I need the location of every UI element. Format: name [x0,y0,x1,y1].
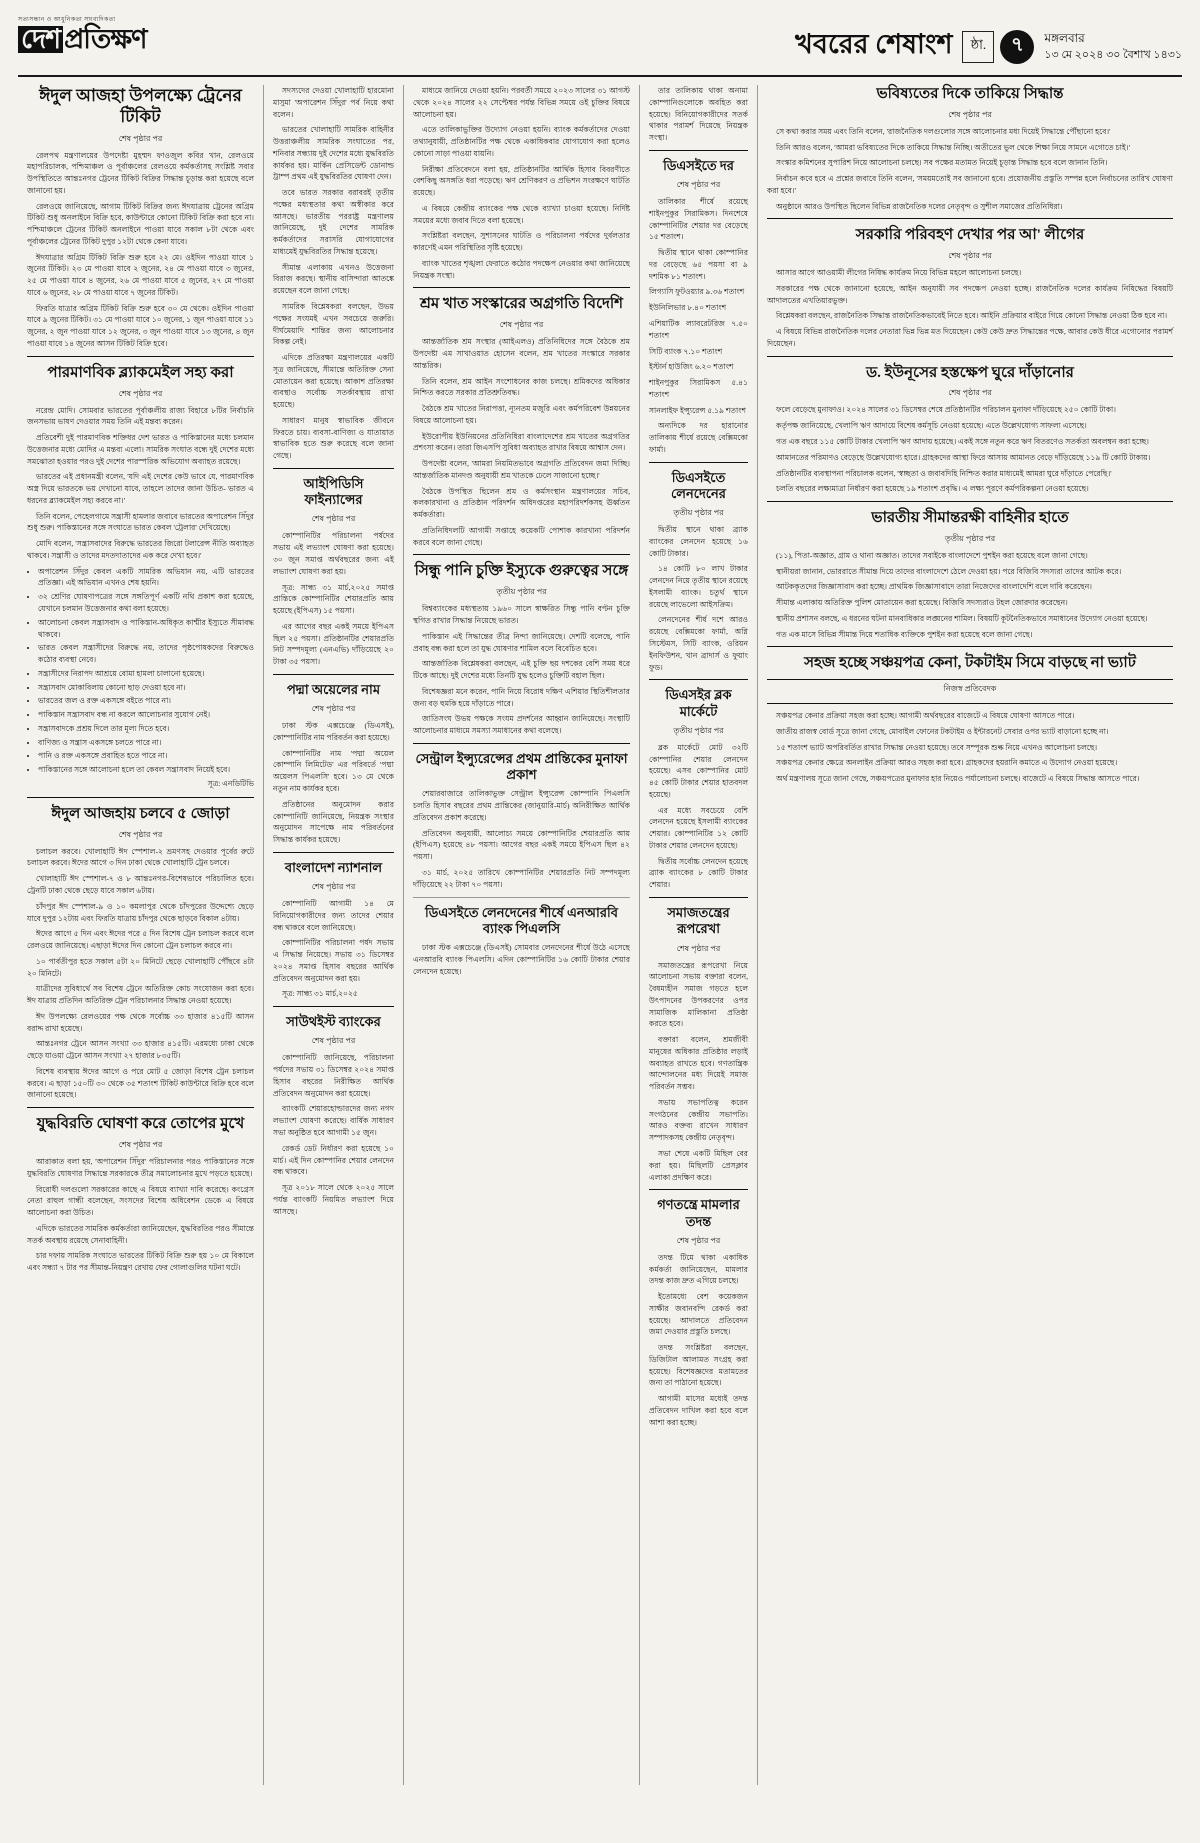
paragraph: সূত্র: সান্ধ্য ৩১ মার্চ,২০২৫ সমাপ্ত প্রান্তিকে কোম্পানিটির শেয়ারপ্রতি আয় হয়েছে (ইপিএস) ১৫ পয়সা। [273,582,394,616]
logo-tagline: সত্যসন্ধান ও আধুনিকতা সাংবাদিকতা [18,17,116,23]
divider [649,897,748,898]
paragraph: ব্যাংক খাতের শৃঙ্খলা ফেরাতে কঠোর পদক্ষেপ নেওয়ার কথা জানিয়েছে নিয়ন্ত্রক সংস্থা। [413,258,630,280]
divider [413,554,630,555]
paragraph: এ বিষয়ে কেন্দ্রীয় ব্যাংকের পক্ষ থেকে ব্যাখ্যা চাওয়া হয়েছে। নির্দিষ্ট সময়ের মধ্যে জবাব দিতে বলা হয়েছে। [413,203,630,225]
paragraph: বক্তারা বলেন, শ্রমজীবী মানুষের অধিকার প্রতিষ্ঠার লড়াই অব্যাহত রাখতে হবে। গণতান্ত্রিক আন্দোলনের মধ্য দিয়েই সমাজ পরিবর্তন সম্ভব। [649,1035,748,1092]
paragraph: কর্তৃপক্ষ জানিয়েছে, খেলাপি ঋণ আদায়ে বিশেষ কর্মসূচি নেওয়া হয়েছে। এতে উল্লেখযোগ্য সাফল্য এসেছে। [776,421,1087,431]
paragraph: অন্যদিকে দর হারানোর তালিকায় শীর্ষে রয়েছে বেক্সিমকো ফার্মা। [649,421,748,454]
paragraph: ফিরতি যাত্রার অগ্রিম টিকিট বিক্রি শুরু হবে ৩০ মে থেকে। ওইদিন পাওয়া যাবে ৯ জুনের টিকিট। ৩১ মে পাওয়া যাবে ১০ জুনের, ১ জুন পাওয়া যাবে ১১ জুনের, ২ জুন পাওয়া যাবে ১২ জুনের, ৩ জুন পাওয়া যাবে ১৩ জুনের, ৪ জুন পাওয়া যাবে ১৪ জুনের আসন টিকিট বিক্রি হবে। [27,303,254,348]
paragraph: আন্তঃনগর ট্রেনে আসন সংখ্যা ৩৩ হাজার ৪১৫টি। এরমধ্যে ঢাকা থেকে ছেড়ে যাওয়া ট্রেনে আসন সংখ্যা ২৭ হাজার ৮৩৫টি। [27,1039,254,1061]
headline: ডিএসইতে দর [663,157,734,173]
paragraph: ঢাকা স্টক এক্সচেঞ্জে (ডিএসই) সোমবার লেনদেনের শীর্ষে উঠে এসেছে এনআরবি ব্যাংক পিএলসি। এদিন কোম্পানিটির ১৬ কোটি টাকার শেয়ার লেনদেন হয়েছে। [413,943,630,976]
page-number: ৭ [1000,30,1034,64]
article-nuclear-blackmail [27,364,254,791]
paragraph: ভারতের এই প্রধানমন্ত্রী বলেন, 'যদি এই দেশের কেউ ভাবে যে, পারমাণবিক অস্ত্র দিয়ে ভারতকে ভয় দেখানো যাবে, তাহলে তাদের জানা উচিত- ভারত এ ধরনের ব্ল্যাকমেইল সহ্য করবে না।' [27,472,254,505]
paragraph: (১১), পিতা-অজ্ঞাত, গ্রাম ও থানা অজ্ঞাত। তাদের সবাইকে বাংলাদেশে পুশইন করা হয়েছে বলে জানা গেছে। [776,550,1088,560]
logo-text [18,26,248,53]
article-ipdc-finance [273,476,394,668]
headline: সমাজতন্ত্রের রূপরেখা [667,905,730,937]
list-item: • সন্ত্রাসবাদ মোকাবিলায় কোনো ছাড় দেওয়া হবে না। [38,682,254,694]
paragraph: এ বিষয়ে বিভিন্ন রাজনৈতিক দলের নেতারা ভিন্ন ভিন্ন মত দিয়েছেন। কেউ কেউ দ্রুত সিদ্ধান্তের পক্ষে, আবার কেউ ধীরে এগোনোর পরামর্শ দিয়েছেন। [767,327,1173,348]
paragraph: পাকিস্তান এই সিদ্ধান্তের তীব্র নিন্দা জানিয়েছে। দেশটি বলেছে, পানি প্রবাহ বন্ধ করা হলে তা যুদ্ধ ঘোষণার শামিল বলে বিবেচিত হবে। [413,631,630,653]
divider [767,646,1173,647]
headline: ভবিষ্যতের দিকে তাকিয়ে সিদ্ধান্ত [876,86,1064,102]
paragraph: ব্লক মার্কেটে মোট ৩২টি কোম্পানির শেয়ার লেনদেন হয়েছে। এসব কোম্পানির মোট ৪৫ কোটি টাকার শেয়ার হাতবদল হয়েছে। [649,742,748,799]
paragraph: আটককৃতদের জিজ্ঞাসাবাদ করা হচ্ছে। প্রাথমিক জিজ্ঞাসাবাদে তারা নিজেদের বাংলাদেশি বলে দাবি করেছেন। [776,582,1093,592]
paragraph: গত এক মাসে বিভিন্ন সীমান্ত দিয়ে শতাধিক ব্যক্তিকে পুশইন করা হয়েছে বলে জানা গেছে। [776,629,1033,639]
divider [767,218,1173,219]
list-item: ইউনিলিভার ৮.৪০ শতাংশ [649,303,727,313]
continuation-note: শেষ পৃষ্ঠার পর [676,943,721,953]
paragraph: চার দফায় সামরিক সংঘাতে ভারতের টিকিট বিক্রি শুরু হয় ১০ মে বিকালে এবং সন্ধ্যা ৭ টার পর সীমান্ত-নিয়ন্ত্রণ রেখায় ফের গোলাগুলির ঘটনা ঘটে। [27,1251,254,1273]
paragraph: সদস্যদের দেওয়া খোলাহাটি হারমোনা মাসুমা 'অপারেশন সিঁদুর' পর্ব নিয়ে কথা বলেন। [273,86,394,119]
page-square-label: ষ্ঠা. [962,31,994,63]
divider [649,1189,748,1190]
paragraph: প্রতিষ্ঠানটির ব্যবস্থাপনা পরিচালক বলেন, 'স্বচ্ছতা ও জবাবদিহি নিশ্চিত করার মাধ্যমেই আমরা ঘুরে দাঁড়াতে পেরেছি।' [776,468,1112,478]
paragraph: উপদেষ্টা বলেন, 'আমরা নিয়মিতভাবে অগ্রগতি প্রতিবেদন জমা দিচ্ছি। আন্তর্জাতিক মানদণ্ড অনুযায়ী শ্রম খাতকে ঢেলে সাজানো হচ্ছে।' [413,459,630,480]
paragraph: প্রতিষ্ঠানের অনুমোদন করার কোম্পানিটি জানিয়েছে, নিয়ন্ত্রক সংস্থার অনুমোদন সাপেক্ষে নাম পরিবর্তনের সিদ্ধান্ত কার্যকর হয়েছে। [273,799,394,845]
masthead-right [795,14,1182,69]
article-socialism-outline [649,905,748,1183]
article-dse-block-market [649,687,748,891]
logo-text-secondary: প্রতিক্ষণ [64,24,147,54]
paragraph: বিরোধী দলগুলো সরকারের কাছে এ বিষয়ে ব্যাখ্যা দাবি করেছে। কংগ্রেস নেতা রাহুল গান্ধী বলেছেন, সংসদের বিশেষ অধিবেশন ডেকে এ বিষয়ে আলোচনা করা উচিত। [27,1184,254,1218]
list-item: • ভারত কেবল সন্ত্রাসীদের বিরুদ্ধে নয়, তাদের পৃষ্ঠপোষকদের বিরুদ্ধেও কঠোর ব্যবস্থা নেবে। [38,642,254,666]
list-item: সানলাইফ ইন্স্যুরেন্স ৫.১৯ শতাংশ [649,405,746,415]
divider [273,468,394,469]
paragraph: দ্বিতীয় স্থানে থাকা কোম্পানির দর বেড়েছে ৬৫ পয়সা বা ৯ দশমিক ৮১ শতাংশ। [649,248,748,281]
continuation-note: তৃতীয় পৃষ্ঠার পর [496,587,547,597]
headline: ড. ইউনূসের হস্তক্ষেপ ঘুরে দাঁড়ানোর [866,364,1074,381]
headline: ঈদুল আজহায় চলবে ৫ জোড়া [51,805,230,822]
continuation-note: তৃতীয় পৃষ্ঠার পর [673,508,724,518]
article-future-decision [767,85,1173,212]
list-item: • বাণিজ্য ও সন্ত্রাস একসঙ্গে চলতে পারে না। [38,737,254,749]
article-col2-continuation [273,85,394,462]
paragraph: শেয়ারবাজারে তালিকাভুক্ত সেন্ট্রাল ইন্স্যুরেন্স কোম্পানি পিএলসি চলতি হিসাব বছরের প্রথম প্রান্তিকের (জানুয়ারি-মার্চ) অনিরীক্ষিত আর্থিক প্রতিবেদন প্রকাশ করেছে। [413,789,630,822]
list-item: • ভারতের জল ও রক্ত একসঙ্গে বইতে পারে না। [38,695,254,707]
divider [413,897,630,898]
list-item: • সন্ত্রাসীদের নিরাপদ আশ্রয়ে বোমা হামলা চালানো হয়েছে। [38,668,254,680]
article-eid-special-trains [27,805,254,1101]
paragraph: ব্যাংকটি শেয়ারহোল্ডারদের জন্য নগদ লভ্যাংশ ঘোষণা করেছে। বার্ষিক সাধারণ সভা অনুষ্ঠিত হবে আগামী ১৫ জুন। [273,1104,394,1138]
list-item: লিগ্যাসি ফুটওয়্যার ৯.৩৬ শতাংশ [649,287,745,297]
continuation-note: তৃতীয় পৃষ্ঠার পর [944,533,996,543]
paragraph: ভারতের খোলাহাটি সামরিক বাহিনীর উত্তরাঞ্চলীয় সামরিক সংঘাতের পর, শনিবার সন্ধ্যায় দুই দেশের মধ্যে যুদ্ধবিরতি কার্যকর হয়। মার্কিন প্রেসিডেন্ট ডোনাল্ড ট্রাম্প প্রথম এই যুদ্ধবিরতির ঘোষণা দেন। [273,125,394,182]
divider [273,852,394,853]
continuation-note: শেষ পৃষ্ঠার পর [676,1235,721,1245]
continuation-note: শেষ পৃষ্ঠার পর [948,251,992,261]
article-nrb-bank-top-trade [413,905,630,978]
list-item: • অপারেশন সিঁদুর কেবল একটি সামরিক অভিযান নয়, এটি ভারতের প্রতিজ্ঞা। এই অভিযান এখনও শেষ হয়নি। [38,566,254,590]
headline: আইপিডিসি ফাইন্যান্সের [303,475,364,508]
continuation-note: শেষ পৃষ্ঠার পর [311,514,356,524]
paragraph: চলতি বছরের লক্ষ্যমাত্রা নির্ধারণ করা হয়েছে ১৯ শতাংশ প্রবৃদ্ধি। এ লক্ষ্য পূরণে কর্মপরিকল্পনা নেওয়া হয়েছে। [776,484,1089,494]
column-1 [18,85,264,1785]
paragraph: এর মধ্যে সবচেয়ে বেশি লেনদেন হয়েছে ইসলামী ব্যাংকের শেয়ার। কোম্পানিটির ১২ কোটি টাকার শেয়ার লেনদেন হয়েছে। [649,805,748,850]
paragraph: নরেন্দ্র মোদি। সোমবার ভারতের পূর্বাঞ্চলীয় রাজ্য বিহারে ৮টির নির্বাচনি জনসভায় ভাষণ দেওয়ার সময় তিনি এই মন্তব্য করেন। [27,405,254,427]
bullet-list [27,566,254,776]
paragraph: ১৪ কোটি ৮০ লাখ টাকার লেনদেন নিয়ে তৃতীয় স্থানে রয়েছে ইসলামী ব্যাংক। চতুর্থ স্থানে রয়েছে লাভেলো আইসক্রিম। [649,564,748,609]
list-item: এশিয়াটিক ল্যাবরেটরিজ ৭.৫০ শতাংশ [649,318,748,340]
paragraph: সংশ্লিষ্টরা বলছেন, সুশাসনের ঘাটতি ও পরিচালনা পর্ষদের দুর্বলতার কারণেই এমন পরিস্থিতির সৃষ্টি হয়েছে। [413,231,630,253]
list-item: • পানি ও রক্ত একসঙ্গে প্রবাহিত হতে পারে না। [38,750,254,762]
paragraph: ঈদযাত্রার অগ্রিম টিকিট বিক্রি শুরু হবে ২২ মে। ওইদিন পাওয়া যাবে ১ জুনের টিকিট। ২৩ মে পাওয়া যাবে ২ জুনের, ২৪ মে পাওয়া যাবে ৩ জুনের, ২৫ মে পাওয়া যাবে ৪ জুনের, ২৬ মে পাওয়া যাবে ৫ জুনের, ২৭ মে পাওয়া যাবে ৬ জুনের, ২৮ মে পাওয়া যাবে ৭ জুনের টিকিট। [27,252,254,297]
article-col4-continuation [649,85,748,144]
divider [27,1107,254,1108]
paragraph: সঞ্চয়পত্র কেনার ক্ষেত্রে অনলাইন প্রক্রিয়া আরও সহজ করা হবে। গ্রাহকদের হয়রানি কমাতে এ উদ্যোগ নেওয়া হয়েছে। [776,758,1118,768]
paragraph: দ্বিতীয় সর্বোচ্চ লেনদেন হয়েছে ব্র্যাক ব্যাংকের ৮ কোটি টাকার শেয়ার। [649,856,748,890]
paragraph: নিরীক্ষা প্রতিবেদনে বলা হয়, প্রতিষ্ঠানটির আর্থিক হিসাব বিবরণীতে বেশকিছু অসঙ্গতি ধরা পড়েছে। ঋণ শ্রেণিকরণ ও প্রভিশন সংরক্ষণে ঘাটতি রয়েছে। [413,164,630,198]
date-line: ১৩ মে ২০২৪ ৩০ বৈশাখ ১৪৩১ [1044,49,1182,62]
paragraph: বৈঠকে শ্রম খাতের নিরাপত্তা, ন্যূনতম মজুরি এবং কর্মপরিবেশ উন্নয়নের বিষয়ে আলোচনা হয়। [413,404,630,425]
paragraph: রেকর্ড ডেট নির্ধারণ করা হয়েছে ১০ মার্চ। এই দিন কোম্পানির শেয়ার লেনদেন বন্ধ থাকবে। [273,1143,394,1177]
paragraph: সামরিক বিশ্লেষকরা বলছেন, উভয় পক্ষের সংযমই এখন সবচেয়ে জরুরি। দীর্ঘমেয়াদি শান্তির জন্য আলোচনার বিকল্প নেই। [273,302,394,347]
list-item: • পাকিস্তানের সঙ্গে আলোচনা হলে তা কেবল সন্ত্রাসবাদ নিয়েই হবে। [38,764,254,776]
paragraph: কোম্পানিটি আগামী ১৪ মে বিনিয়োগকারীদের জন্য তাদের শেয়ার বন্ধ থাকবে বলে জানিয়েছে। [273,899,394,932]
article-bangladesh-national [273,860,394,1000]
section-title: খবরের শেষাংশ [795,29,953,59]
paragraph: সভা শেষে একটি মিছিল বের করা হয়। মিছিলটি প্রেসক্লাব এলাকা প্রদক্ষিণ করে। [649,1148,748,1182]
paragraph: লেনদেনের শীর্ষ দশে আরও রয়েছে বেক্সিমকো ফার্মা, অগ্নি সিস্টেমস, সিটি ব্যাংক, ওরিয়ন ইনফিউশন, খান ব্রাদার্স ও ফুয়াং ফুড। [649,615,748,672]
paragraph: বিশ্লেষকরা বলছেন, রাজনৈতিক সিদ্ধান্ত রাজনৈতিকভাবেই নিতে হবে। আইনি প্রক্রিয়ার বাইরে গিয়ে কোনো সিদ্ধান্ত নেওয়া ঠিক হবে না। [776,311,1168,321]
article-case-investigation [649,1197,748,1428]
paragraph: অর্থ মন্ত্রণালয় সূত্রে জানা গেছে, সঞ্চয়পত্রের মুনাফার হার নিয়েও পর্যালোচনা চলছে। বাজেটে এ বিষয়ে সিদ্ধান্ত আসতে পারে। [776,774,1140,784]
paragraph: মাধ্যমে জানিয়ে দেওয়া হয়নি। পরবর্তী সময়ে ২০২৩ সালের ৩১ আগস্ট থেকে ২০২৪ সালের ২২ সেপ্টেম্বর পর্যন্ত বিভিন্ন সময়ে ওই চুক্তির বিষয়ে আলোচনা হয়। [413,86,630,119]
paragraph: তার তালিকায় থাকা অনামা কোম্পানিগুলোকে অবহিত করা হয়েছে। বিনিয়োগকারীদের সতর্ক থাকার পরামর্শ দিয়েছে নিয়ন্ত্রক সংস্থা। [649,86,748,143]
divider [767,501,1173,502]
article-yunus-intervention [767,364,1173,495]
paragraph: সীমান্ত এলাকায় অতিরিক্ত পুলিশ মোতায়েন করা হয়েছে। বিজিবি সদস্যরাও টহল জোরদার করেছেন। [776,598,1068,608]
headline: পারমাণবিক ব্ল্যাকমেইল সহ্য করা [47,364,234,381]
paragraph: কোম্পানিটি জানিয়েছে, পরিচালনা পর্ষদের সভায় ৩১ ডিসেম্বর ২০২৪ সমাপ্ত হিসাব বছরের নিরীক্ষিত আর্থিক প্রতিবেদন অনুমোদন করা হয়েছে। [273,1053,394,1098]
continuation-note: শেষ পৃষ্ঠার পর [118,388,163,398]
paragraph: তবে ভারত সরকার বরাবরই তৃতীয় পক্ষের মধ্যস্থতার কথা অস্বীকার করে আসছে। ভারতীয় পররাষ্ট্র মন্ত্রণালয় জানিয়েছে, দুই দেশের সামরিক কর্মকর্তাদের সরাসরি যোগাযোগের মাধ্যমেই যুদ্ধবিরতির সিদ্ধান্ত হয়েছে। [273,188,394,256]
headline: সেন্ট্রাল ইন্স্যুরেন্সের প্রথম প্রান্তিকের মুনাফা প্রকাশ [415,750,628,783]
article-train-tickets [27,85,254,350]
headline: ডিএসইতে লেনদেনের শীর্ষে এনআরবি ব্যাংক পিএলসি [425,904,618,936]
paragraph: আগামী মাসের মধ্যেই তদন্ত প্রতিবেদন দাখিল করা হবে বলে আশা করা হচ্ছে। [649,1394,748,1427]
paragraph: ঢাকা স্টক এক্সচেঞ্জে (ডিএসই), কোম্পানিটির নাম পরিবর্তন করা হয়েছে। [273,721,394,742]
paragraph: বিশেষ ব্যবস্থায় ঈদের আগে ও পরে মোট ৫ জোড়া বিশেষ ট্রেন চলাচল করবে। এ ছাড়া ১৫০টি ৩০ থেকে ৩৫ শতাংশ টিকিট কাউন্টারে বিক্রি হবে বলে জানানো হয়েছে। [27,1066,254,1100]
paragraph: নির্বাচন কবে হবে এ প্রশ্নের জবাবে তিনি বলেন, 'সময়মতোই সব জানানো হবে। প্রয়োজনীয় প্রস্তুতি সম্পন্ন হলে নির্বাচনের তারিখ ঘোষণা করা হবে।' [767,174,1173,195]
paragraph: তিনি আরও বলেন, 'আমরা ভবিষ্যতের দিকে তাকিয়ে সিদ্ধান্ত নিচ্ছি। অতীতের ভুল থেকে শিক্ষা নিয়ে সামনে এগোতে চাই।' [776,142,1130,152]
columns-container [18,85,1182,1785]
article-awami-league [767,226,1173,349]
paragraph: তিনি বলেন, শ্রম আইন সংশোধনের কাজ চলছে। শ্রমিকদের অধিকার নিশ্চিত করতে সরকার প্রতিশ্রুতিবদ্ধ। [413,376,630,398]
paragraph: সাধারণ মানুষ স্বাভাবিক জীবনে ফিরতে চায়। ব্যবসা-বাণিজ্য ও যাতায়াত স্বাভাবিক হতে শুরু করেছে বলে জানা গেছে। [273,415,394,461]
continuation-note: শেষ পৃষ্ঠার পর [311,1036,356,1046]
list-item: • আলোচনা কেবল সন্ত্রাসবাদ ও পাকিস্তান-অধিকৃত কাশ্মীর ইস্যুতে সীমাবদ্ধ থাকবে। [38,617,254,641]
paragraph: জাতিসংঘ উভয় পক্ষকে সংযম প্রদর্শনের আহ্বান জানিয়েছে। সংস্থাটি আলোচনার মাধ্যমে সমস্যা সমাধানের কথা বলেছে। [413,714,630,736]
paragraph: স্থানীয়রা জানান, ভোররাতে সীমান্ত দিয়ে তাদের বাংলাদেশে ঠেলে দেওয়া হয়। পরে বিজিবি সদস্যরা তাদের আটক করে। [776,566,1122,576]
paragraph: মোদি বলেন, 'সন্ত্রাসবাদের বিরুদ্ধে ভারতের জিরো টলারেন্স নীতি অব্যাহত থাকবে। সন্ত্রাসী ও তাদের মদতদাতাদের এক করে দেখা হবে।' [27,539,254,560]
divider [27,356,254,357]
article-labour-reform [413,295,630,548]
paragraph: প্রতিনিধিদলটি আগামী সপ্তাহে কয়েকটি পোশাক কারখানা পরিদর্শন করবে বলে জানা গেছে। [413,525,630,547]
paragraph: প্রতিবেশী দুই পারমাণবিক শক্তিধর দেশ ভারত ও পাকিস্তানের মধ্যে চলমান উত্তেজনার মধ্যে মোদির এ মন্তব্য এলো। সামরিক সংঘাত বন্ধে দুই দেশের মধ্যে সমঝোতা হওয়ার পরও দুই দেশের পারস্পরিক অভিযোগ অব্যাহত রয়েছে। [27,433,254,466]
divider [27,797,254,798]
paragraph: তদন্ত সংশ্লিষ্টরা বলছেন, ডিজিটাল আলামত সংগ্রহ করা হয়েছে। বিশেষজ্ঞদের মতামতের জন্য তা পাঠানো হয়েছে। [649,1343,748,1388]
continuation-note: শেষ পৃষ্ঠার পর [676,180,721,190]
paragraph: খোলাহাটি ঈদ স্পেশাল-৭ ও ৮ আন্তঃনগর-বিশেষভাবে পরিচালিত হবে। ট্রেনটি ঢাকা থেকে ছেড়ে যাবে সকাল ৬টায়। [27,874,254,895]
source-note: সূত্র: এনডিটিভি [207,778,254,788]
list-item: • পাকিস্তান সন্ত্রাসবাদ বন্ধ না করলে আলোচনার সুযোগ নেই। [38,709,254,721]
paragraph: আন্তর্জাতিক শ্রম সংস্থার (আইএলও) প্রতিনিধিদের সঙ্গে বৈঠকে শ্রম উপদেষ্টা এম সাখাওয়াত হোসেন বলেন, শ্রম খাতের সংস্কারে সরকার আন্তরিক। [413,337,630,370]
paragraph: জাতীয় রাজস্ব বোর্ড সূত্রে জানা গেছে, মোবাইল ফোনের টকটাইম ও ইন্টারনেট সেবার ওপর ভ্যাট বাড়ানো হচ্ছে না। [776,726,1109,736]
paragraph: সূত্র ২০১৮ সালে থেকে ২০২৫ সালে পর্যন্ত ব্যাংকটি নিয়মিত লভ্যাংশ দিয়ে আসছে। [273,1183,394,1216]
headline: শ্রম খাত সংস্কারের অগ্রগতি বিদেশি [419,296,624,313]
divider [273,1006,394,1007]
column-3 [404,85,640,1785]
paragraph: এর আগের বছর একই সময়ে ইপিএস ছিল ২৫ পয়সা। প্রতিষ্ঠানটির শেয়ারপ্রতি নিট সম্পদমূল্য (এনএভি) দাঁড়িয়েছে ২০ টাকা ৩৫ পয়সা। [273,621,394,667]
headline: বাংলাদেশ ন্যাশনাল [284,859,383,875]
paragraph: ঈদ উপলক্ষ্যে রেলওয়ের পক্ষ থেকে সর্বোচ্চ ৩৩ হাজার ৪১৫টি আসন বরাদ্দ রাখা হয়েছে। [27,1011,254,1033]
paragraph: তালিকার শীর্ষে রয়েছে শাইনপুকুর সিরামিকস। দিনশেষে কোম্পানিটির শেয়ার দর বেড়েছে ১৫ শতাংশ। [649,197,748,242]
paragraph: স্থানীয় প্রশাসন বলছে, এ ধরনের ঘটনা মানবাধিকার লঙ্ঘনের শামিল। বিষয়টি কূটনৈতিকভাবে সমাধানের উদ্যোগ নেওয়া হয়েছে। [776,613,1148,623]
article-savings-certificate-vat [767,654,1173,785]
paragraph: আরাকাত বলা হয়, 'অপারেশন সিঁদুর' পরিচালনার পরও পাকিস্তানের সঙ্গে যুদ্ধবিরতি ঘোষণার সিদ্ধান্তে সরকারকে তীব্র সমালোচনার মুখে পড়তে হয়েছে। [27,1156,254,1178]
paragraph: ৩১ মার্চ, ২০২৫ তারিখে কোম্পানিটির শেয়ারপ্রতি নিট সম্পদমূল্য দাঁড়িয়েছে ২২ টাকা ৭০ পয়সা। [413,867,630,889]
paragraph: চলাচল করবে। খোলাহাটি ঈদ স্পেশাল-২ ভ্রমণসহ দেওয়ার পূর্বের রুটে চলাচল করবে। ঈদের আগে ৩ দিন ঢাকা থেকে খোলাহাটি ট্রেন চলবে। [27,846,254,868]
paragraph: তদন্ত টিমে থাকা একাধিক কর্মকর্তা জানিয়েছেন, মামলার তদন্ত কাজ দ্রুত এগিয়ে চলছে। [649,1252,748,1286]
paragraph: এদিকে ভারতের সামরিক কর্মকর্তারা জানিয়েছেন, যুদ্ধবিরতির পরও সীমান্তে সতর্ক অবস্থায় রয়েছে সেনাবাহিনী। [27,1223,254,1245]
continuation-note: শেষ পৃষ্ঠার পর [499,320,544,330]
continuation-note: শেষ পৃষ্ঠার পর [118,1139,163,1149]
paragraph: সূত্র: সান্ধ্য ৩১ মার্চ,২০২৫ [282,989,358,999]
paragraph: সীমান্ত এলাকায় এখনও উত্তেজনা বিরাজ করছে। স্থানীয় বাসিন্দারা আতঙ্কে রয়েছেন বলে জানা গেছে। [273,262,394,296]
continuation-note: শেষ পৃষ্ঠার পর [948,388,992,398]
paragraph: আন্তর্জাতিক বিশ্লেষকরা বলছেন, এই চুক্তি ছয় দশকের বেশি সময় ধরে টিকে আছে। দুই দেশের মধ্যে তিনটি যুদ্ধ হলেও চুক্তিটি বহাল ছিল। [413,659,630,681]
paragraph: ফলে বেড়েছে মুনাফাও। ২০২৪ সালের ৩১ ডিসেম্বর শেষে প্রতিষ্ঠানটির পরিচালন মুনাফা দাঁড়িয়েছে ২৫০ কোটি টাকা। [776,405,1116,415]
article-dse-price-gainers [649,158,748,456]
paragraph: ঈদের আগে ৫ দিন এবং ঈদের পরে ৫ দিন বিশেষ ট্রেন চলাচল করবে বলে রেলওয়ে জানিয়েছে। এছাড়া ঈদের দিন কোনো ট্রেন চলাচল করবে না। [27,929,254,951]
logo-text-primary: দেশ [18,26,63,53]
paragraph: সমাজতন্ত্রের রূপরেখা নিয়ে আলোচনা সভায় বক্তারা বলেন, বৈষম্যহীন সমাজ গড়তে হলে উৎপাদনের উপকরণের ওপর সামাজিক মালিকানা প্রতিষ্ঠা করতে হবে। [649,960,748,1029]
continuation-note: তৃতীয় পৃষ্ঠার পর [673,725,724,735]
headline: ঈদুল আজহা উপলক্ষ্যে ট্রেনের টিকিট [39,86,242,127]
article-col3-continuation [413,85,630,281]
list-item: ইস্টার্ন হাউজিং ৬.২০ শতাংশ [649,362,734,372]
paragraph: সভায় সভাপতিত্ব করেন সংগঠনের কেন্দ্রীয় সভাপতি। আরও বক্তব্য রাখেন সাধারণ সম্পাদকসহ কেন্দ্রীয় নেতৃবৃন্দ। [649,1097,748,1143]
divider [413,743,630,744]
article-central-insurance [413,751,630,891]
paragraph: দ্বিতীয় স্থানে থাকা ব্র্যাক ব্যাংকের লেনদেন হয়েছে ১৬ কোটি টাকার। [649,525,748,558]
paragraph: বিশেষজ্ঞরা মনে করেন, পানি নিয়ে বিরোধ দক্ষিণ এশিয়ার স্থিতিশীলতার জন্য বড় হুমকি হয়ে দাঁড়াতে পারে। [413,686,630,708]
paragraph: আমানতের পরিমাণও বেড়েছে উল্লেখযোগ্য হারে। গ্রাহকদের আস্থা ফিরে আসায় আমানত বেড়ে দাঁড়িয়েছে ১১৯ টি কোটি টাকায়। [776,452,1151,462]
continuation-note: শেষ পৃষ্ঠার পর [948,109,992,119]
headline: ভারতীয় সীমান্তরক্ষী বাহিনীর হাতে [871,510,1069,527]
paragraph: রেলওয়ে জানিয়েছে, আগাম টিকিট বিক্রির জন্য ঈদযাত্রায় ট্রেনের অগ্রিম টিকিট শুধু অনলাইনে বিক্রি হবে, কাউন্টারে কোনো টিকিট বিক্রি করা হবে না। পশ্চিমাঞ্চলে ট্রেনের টিকিট অনলাইনে পাওয়া যাবে সকাল ৮টা থেকে এবং পূর্বাঞ্চলের ট্রেনের টিকিট দুপুর ১২টা থেকে কেনা যাবে। [27,201,254,246]
divider [413,287,630,288]
article-bsf-pushin [767,509,1173,640]
divider [649,150,748,151]
page-badge [962,30,1034,64]
paragraph: এদিকে প্রতিরক্ষা মন্ত্রণালয়ের একটি সূত্র জানিয়েছে, সীমান্তে অতিরিক্ত সেনা মোতায়েন করা হয়েছে। আকাশ প্রতিরক্ষা ব্যবস্থাও সর্বোচ্চ সতর্কাবস্থায় রাখা হয়েছে। [273,353,394,410]
paragraph: কোম্পানিটির পরিচালনা পর্ষদ সভায় এ সিদ্ধান্ত নিয়েছে। সভায় ৩১ ডিসেম্বর ২০২৪ সমাপ্ত হিসাব বছরের আর্থিক প্রতিবেদন অনুমোদন করা হয়। [273,938,394,983]
logo[interactable] [18,14,248,53]
byline-box [767,679,1173,704]
paragraph: তিনি বলেন, পেহেলগামে সন্ত্রাসী হামলার জবাবে ভারতের অপারেশন সিঁদুর শুধু শুরু। পাকিস্তানের সঙ্গে সংঘাতে ভারত কেবল 'ট্রেলার' দেখিয়েছে। [27,511,254,533]
headline: যুদ্ধবিরতি ঘোষণা করে তোপের মুখে [36,1116,245,1133]
continuation-note: শেষ পৃষ্ঠার পর [311,704,356,714]
column-5 [758,85,1182,1785]
paragraph: ১৫ শতাংশ ভ্যাট অপরিবর্তিত রাখার সিদ্ধান্ত নেওয়া হয়েছে। তবে সম্পূরক শুল্ক নিয়ে এখনও আলোচনা চলছে। [776,742,1098,752]
headline: গণতন্ত্রে মামলার তদন্ত [657,1197,740,1229]
paragraph: সংস্কার কমিশনের সুপারিশ নিয়ে আলোচনা চলছে। সব পক্ষের মতামত নিয়েই চূড়ান্ত সিদ্ধান্ত হবে বলে জানান তিনি। [776,158,1108,168]
divider [767,356,1173,357]
continuation-note: শেষ পৃষ্ঠার পর [118,133,163,143]
paragraph: সঞ্চয়পত্র কেনার প্রক্রিয়া সহজ করা হচ্ছে। আগামী অর্থবছরের বাজেটে এ বিষয়ে ঘোষণা আসতে পারে। [776,711,1075,721]
paragraph: রেলপথ মন্ত্রণালয়ের উপদেষ্টা মুহম্মদ ফাওজুল কবির খান, রেলওয়ে মহাপরিচালক, পশ্চিমাঞ্চল ও পূর্বাঞ্চলের রেলওয়ে কর্মকর্তাসহ সংশ্লিষ্ট সবার উপস্থিতিতে আন্তঃনগর ট্রেনের টিকিট বিক্রির সিদ্ধান্ত চূড়ান্ত করা হয়েছে বলে জানানো হয়। [27,150,254,195]
paragraph: আসার আগে আওয়ামী লীগের নিষিদ্ধ কার্যক্রম নিয়ে বিভিন্ন মহলে আলোচনা চলছে। [776,268,1022,278]
paragraph: এতে তালিকাভুক্তির উদ্যোগ নেওয়া হয়নি। ব্যাংক কর্মকর্তাদের দেওয়া তথ্যানুযায়ী, প্রতিষ্ঠানটির পক্ষ থেকে একাধিকবার যোগাযোগ করা হলেও কোনো সাড়া পাওয়া যায়নি। [413,125,630,158]
date-block [1044,29,1182,64]
paragraph: ইতোমধ্যে বেশ কয়েকজন সাক্ষীর জবানবন্দি রেকর্ড করা হয়েছে। আদালতে প্রতিবেদন জমা দেওয়ার প্রস্তুতি চলছে। [649,1292,748,1337]
article-indus-water-treaty [413,562,630,736]
headline: সাউথইস্ট ব্যাংকের [286,1014,381,1030]
paragraph: সে কথা করার সময় এবং তিনি বলেন, 'রাজনৈতিক দলগুলোর সঙ্গে আলোচনার মধ্য দিয়েই সিদ্ধান্তে পৌঁছানো হবে।' [776,126,1111,136]
article-southeast-bank [273,1014,394,1217]
column-2 [264,85,404,1785]
divider [649,679,748,680]
column-4 [640,85,758,1785]
paragraph: অনুষ্ঠানে আরও উপস্থিত ছিলেন বিভিন্ন রাজনৈতিক দলের নেতৃবৃন্দ ও সুশীল সমাজের প্রতিনিধিরা। [776,201,1063,211]
continuation-note: শেষ পৃষ্ঠার পর [118,829,163,839]
paragraph: সরকারের পক্ষ থেকে জানানো হয়েছে, আইন অনুযায়ী সব পদক্ষেপ নেওয়া হচ্ছে। রাজনৈতিক দলের কার্যক্রম নিষিদ্ধের বিষয়টি আদালতের এখতিয়ারভুক্ত। [767,283,1173,305]
divider [649,462,748,463]
paragraph: গত এক বছরে ১১৫ কোটি টাকার খেলাপি ঋণ আদায় হয়েছে। একই সঙ্গে নতুন করে ঋণ বিতরণেও সতর্কতা অবলম্বন করা হচ্ছে। [776,436,1149,446]
paragraph: যাত্রীদের সুবিধার্থে সব বিশেষ ট্রেনে অতিরিক্ত কোচ সংযোজন করা হবে। ঈদ যাত্রায় প্রতিদিন অতিরিক্ত ট্রেন পরিচালনার সিদ্ধান্ত নেওয়া হয়েছে। [27,984,254,1006]
masthead [18,14,1182,77]
article-padma-oil-name [273,682,394,846]
paragraph: বৈঠকে উপস্থিত ছিলেন শ্রম ও কর্মসংস্থান মন্ত্রণালয়ের সচিব, কলকারখানা ও প্রতিষ্ঠান পরিদর্শন অধিদপ্তরের মহাপরিদর্শকসহ ঊর্ধ্বতন কর্মকর্তারা। [413,486,630,520]
paragraph: ইউরোপীয় ইউনিয়নের প্রতিনিধিরা বাংলাদেশের শ্রম খাতের অগ্রগতির প্রশংসা করেন। তারা জিএসপি সুবিধা অব্যাহত রাখার বিষয়ে আশ্বাস দেন। [413,431,630,453]
paragraph: প্রতিবেদন অনুযায়ী, আলোচ্য সময়ে কোম্পানিটির শেয়ারপ্রতি আয় (ইপিএস) হয়েছে ৪৮ পয়সা। আগের বছর একই সময়ে ইপিএস ছিল ৪২ পয়সা। [413,828,630,862]
paragraph: কোম্পানিটির পরিচালনা পর্ষদের সভায় এই লভ্যাংশ ঘোষণা করা হয়েছে। ৩০ জুন সমাপ্ত অর্থবছরের জন্য এই লভ্যাংশ ঘোষণা করা হয়। [273,531,394,576]
list-item: • সন্ত্রাসবাদকে প্রশ্রয় দিলে তার মূল্য দিতে হবে। [38,723,254,735]
paragraph: ১০ পার্বতীপুর হতে সকাল ৫টা ২০ মিনিটে ছেড়ে খোলাহাটি পৌঁছবে ৪টা ২০ মিনিটে। [27,956,254,978]
byline: নিজস্ব প্রতিবেদক [943,684,997,694]
continuation-note: শেষ পৃষ্ঠার পর [311,882,356,892]
weekday: মঙ্গলবার [1044,31,1085,46]
headline: সহজ হচ্ছে সঞ্চয়পত্র কেনা, টকটাইম সিমে বাড়ছে না ভ্যাট [804,655,1136,672]
paragraph: চাঁদপুর ঈদ স্পেশাল-৯ ও ১০ কমলাপুর থেকে চাঁদপুরের উদ্দেশ্যে ছেড়ে যাবে দুপুর ১২টায় এবং ফিরতি যাত্রায় চাঁদপুর থেকে ছাড়বে বিকাল ৪টায়। [27,901,254,923]
article-ceasefire-criticism [27,1115,254,1274]
headline: ডিএসইর ব্লক মার্কেটে [665,687,732,719]
headline: ডিএসইতে লেনদেনের [671,469,726,501]
paragraph: কোম্পানিটির নাম 'পদ্মা অয়েল কোম্পানি লিমিটেড' এর পরিবর্তে 'পদ্মা অয়েলস পিএলসি' হবে। ১৩ মে থেকে নতুন নাম কার্যকর হবে। [273,748,394,793]
headline: সিন্ধু পানি চুক্তি ইস্যুকে গুরুত্বের সঙ্গে [414,563,629,580]
headline: পদ্মা অয়েলের নাম [286,681,381,697]
list-item: শাইনপুকুর সিরামিকস ৫.৪১ শতাংশ [649,378,748,399]
list-item: • ৩২ শ্রেণির ঘোষণাপত্রের সঙ্গে সঙ্গতিপূর্ণ একটি নথি প্রকাশ করা হয়েছে, যেখানে চলমান উত্তেজনার কথা বলা হয়েছে। [38,591,254,615]
divider [273,674,394,675]
paragraph: বিশ্বব্যাংকের মধ্যস্থতায় ১৯৬০ সালে স্বাক্ষরিত সিন্ধু পানি বণ্টন চুক্তি স্থগিত রাখার সিদ্ধান্ত নিয়েছে ভারত। [413,604,630,625]
list-item: সিটি ব্যাংক ৭.১০ শতাংশ [649,346,723,356]
article-dse-turnover [649,470,748,674]
headline: সরকারি পরিবহণ দেখার পর আ' লীগের [855,227,1085,244]
